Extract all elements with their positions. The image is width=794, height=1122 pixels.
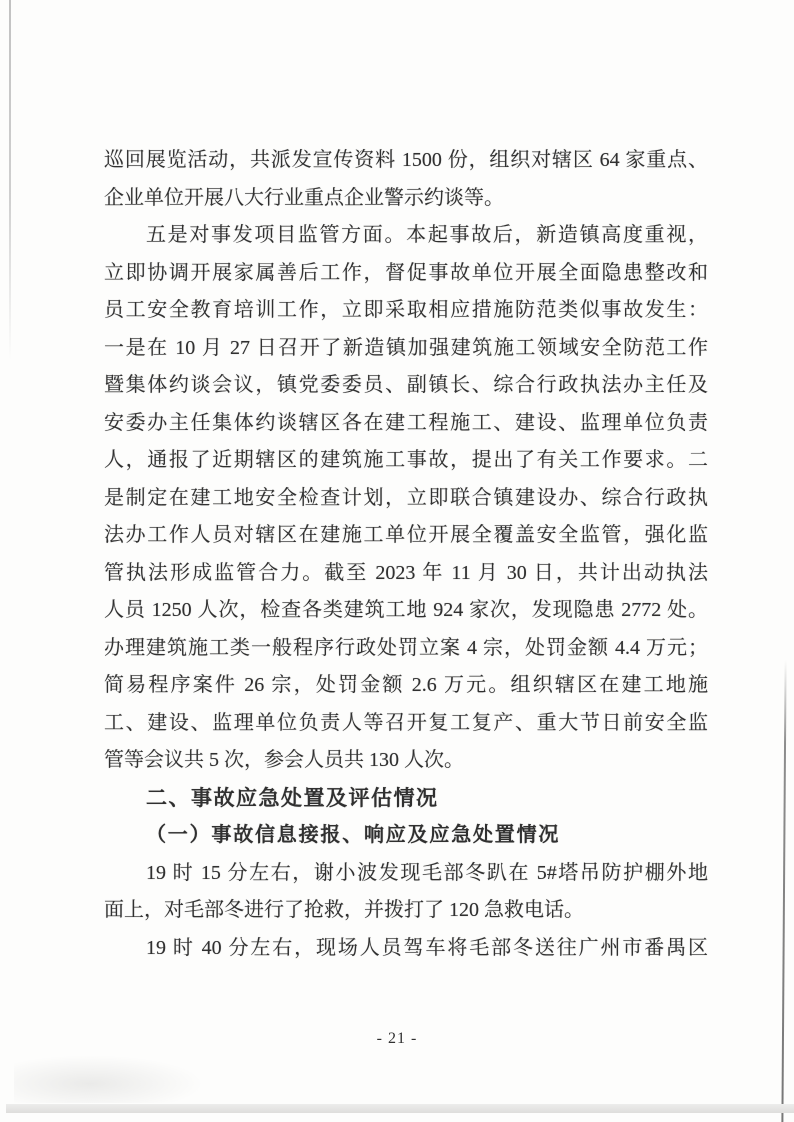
text-line: 面上，对毛部冬进行了抢救，并拨打了 120 急救电话。 xyxy=(104,899,584,921)
section-heading: 二、事故应急处置及评估情况 xyxy=(146,786,439,810)
text-line: 管等会议共 5 次，参会人员共 130 人次。 xyxy=(104,749,464,771)
text-line: 巡回展览活动，共派发宣传资料 1500 份，组织对辖区 64 家重点、 xyxy=(104,149,708,171)
section-heading: （一）事故信息接报、响应及应急处置情况 xyxy=(146,824,561,846)
text-line: 一是在 10 月 27 日召开了新造镇加强建筑施工领域安全防范工作 xyxy=(104,336,708,359)
text-line: 员工安全教育培训工作，立即采取相应措施防范类似事故发生： xyxy=(104,299,708,321)
text-line: 19 时 15 分左右，谢小波发现毛部冬趴在 5#塔吊防护棚外地 xyxy=(146,861,708,884)
scan-edge-bottom-shadow xyxy=(6,1104,794,1113)
text-line: 人员 1250 人次，检查各类建筑工地 924 家次，发现隐患 2772 处。 xyxy=(104,599,708,621)
text-line: 是制定在建工地安全检查计划，立即联合镇建设办、综合行政执 xyxy=(104,486,708,509)
text-line: 法办工作人员对辖区在建施工单位开展全覆盖安全监管，强化监 xyxy=(104,524,708,546)
scan-smudge xyxy=(14,1055,204,1103)
text-line: 暨集体约谈会议，镇党委委员、副镇长、综合行政执法办主任及 xyxy=(104,374,708,396)
scan-edge-right xyxy=(781,660,786,1122)
page-number: - 21 - xyxy=(376,1030,418,1047)
text-line: 19 时 40 分左右，现场人员驾车将毛部冬送往广州市番禺区 xyxy=(146,936,708,959)
text-line: 五是对事发项目监管方面。本起事故后，新造镇高度重视， xyxy=(146,224,708,246)
document-body xyxy=(104,142,708,967)
text-line: 企业单位开展八大行业重点企业警示约谈等。 xyxy=(104,186,504,209)
text-line: 办理建筑施工类一般程序行政处罚立案 4 宗，处罚金额 4.4 万元； xyxy=(104,636,708,659)
text-line: 人，通报了近期辖区的建筑施工事故，提出了有关工作要求。二 xyxy=(104,449,708,471)
text-line: 工、建设、监理单位负责人等召开复工复产、重大节日前安全监 xyxy=(104,711,708,734)
text-line: 安委办主任集体约谈辖区各在建工程施工、建设、监理单位负责 xyxy=(104,411,708,434)
scan-edge-left xyxy=(9,0,11,360)
text-line: 立即协调开展家属善后工作，督促事故单位开展全面隐患整改和 xyxy=(104,261,708,284)
text-line: 简易程序案件 26 宗，处罚金额 2.6 万元。组织辖区在建工地施 xyxy=(104,674,708,696)
text-line: 管执法形成监管合力。截至 2023 年 11 月 30 日，共计出动执法 xyxy=(104,561,708,584)
